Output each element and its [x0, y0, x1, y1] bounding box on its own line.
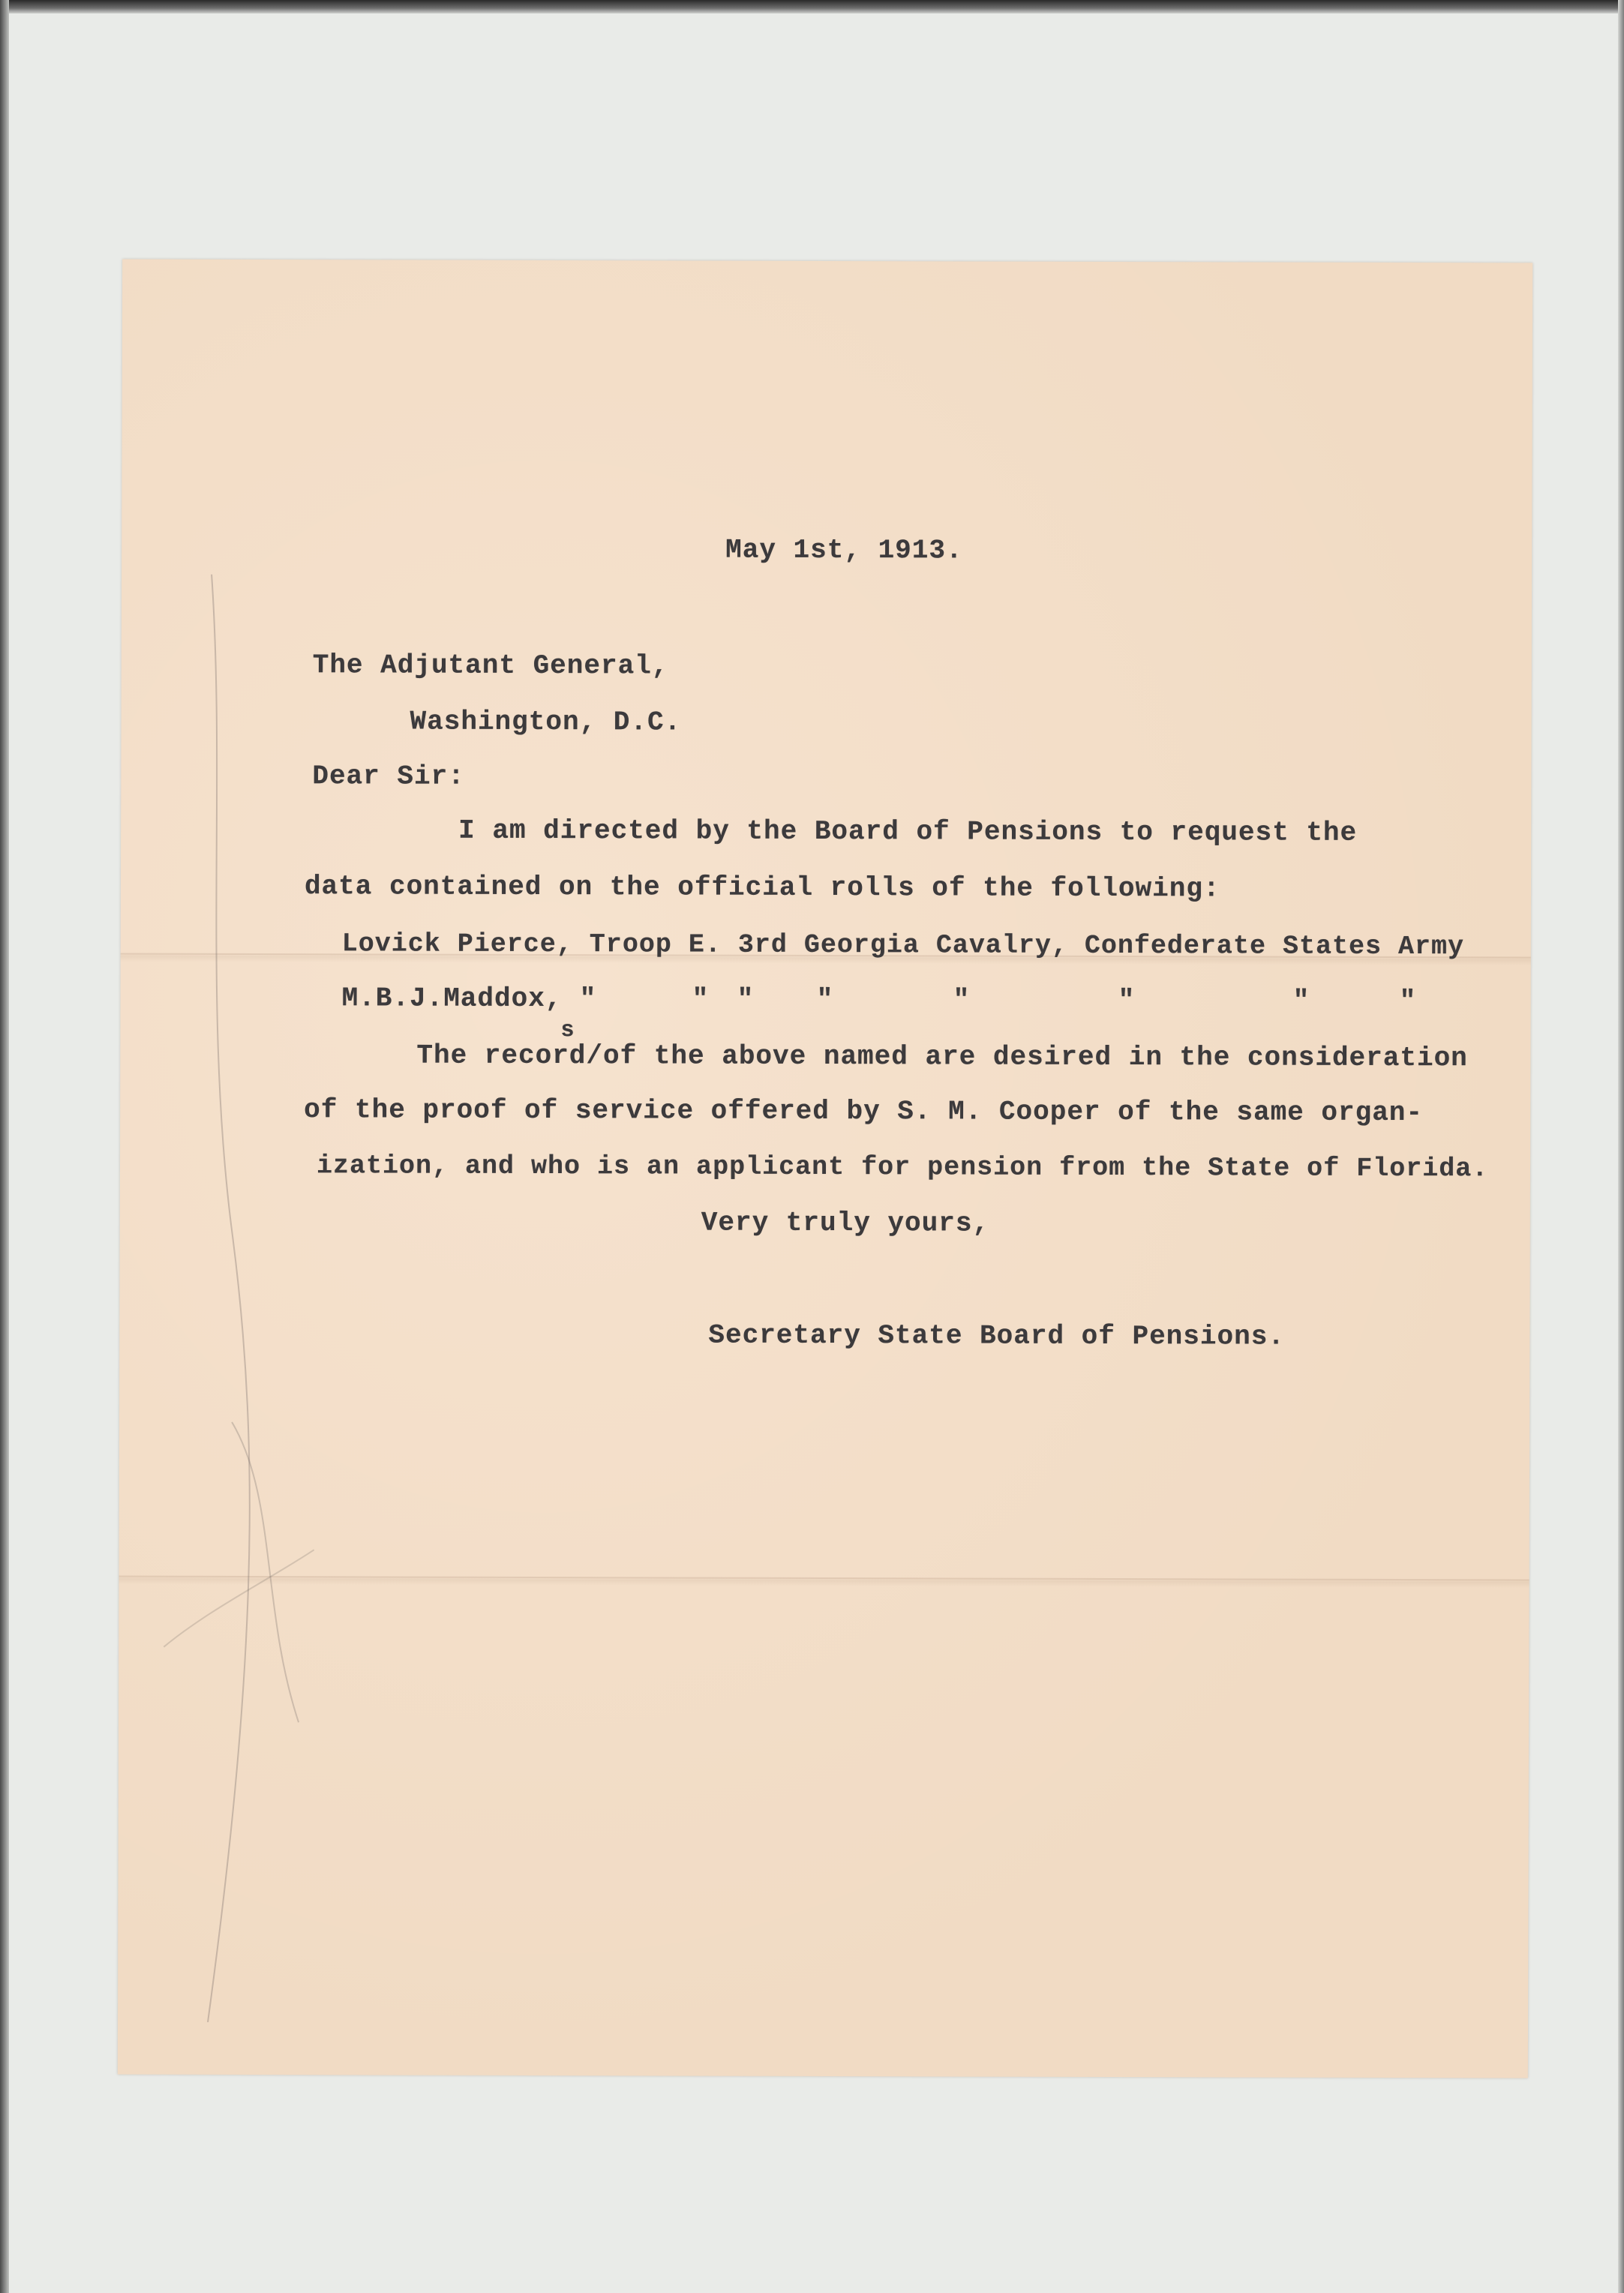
ditto-mark-4: " — [816, 983, 834, 1016]
body-line-5: ization, and who is an applicant for pension from the State of Florida. — [316, 1151, 1489, 1184]
letter-page — [118, 260, 1532, 2078]
salutation: Dear Sir: — [312, 761, 465, 792]
ditto-mark-7: " — [1292, 985, 1310, 1016]
body-line-2: data contained on the official rolls of the following: — [304, 871, 1220, 905]
roster-line-1: Lovick Pierce, Troop E. 3rd Georgia Cavalry, Confederate States Army — [341, 929, 1465, 962]
ditto-mark-8: " — [1399, 986, 1417, 1017]
ditto-mark-3: " — [737, 983, 755, 1015]
body-line-4: of the proof of service offered by S. M. Cooper of the same organ- — [304, 1094, 1424, 1129]
scan-left-edge — [0, 0, 9, 2293]
closing: Very truly yours, — [701, 1207, 990, 1239]
scan-top-edge — [0, 0, 1624, 14]
recipient-title: The Adjutant General, — [312, 650, 669, 682]
scan-right-edge — [1618, 0, 1624, 2293]
ditto-mark-2: " — [692, 983, 710, 1015]
letter-date: May 1st, 1913. — [725, 534, 963, 566]
insertion-mark: s — [560, 1018, 575, 1044]
ditto-mark-6: " — [1118, 985, 1136, 1016]
signature-title: Secretary State Board of Pensions. — [708, 1319, 1286, 1352]
recipient-address: Washington, D.C. — [410, 706, 682, 738]
ditto-mark-1: " — [579, 983, 597, 1015]
body-line-1: I am directed by the Board of Pensions to request the — [458, 815, 1358, 848]
body-line-3: The record/of the above named are desired in the consideration — [416, 1040, 1468, 1074]
ditto-mark-5: " — [953, 984, 971, 1016]
roster-line-2-name: M.B.J.Maddox, — [341, 983, 563, 1015]
